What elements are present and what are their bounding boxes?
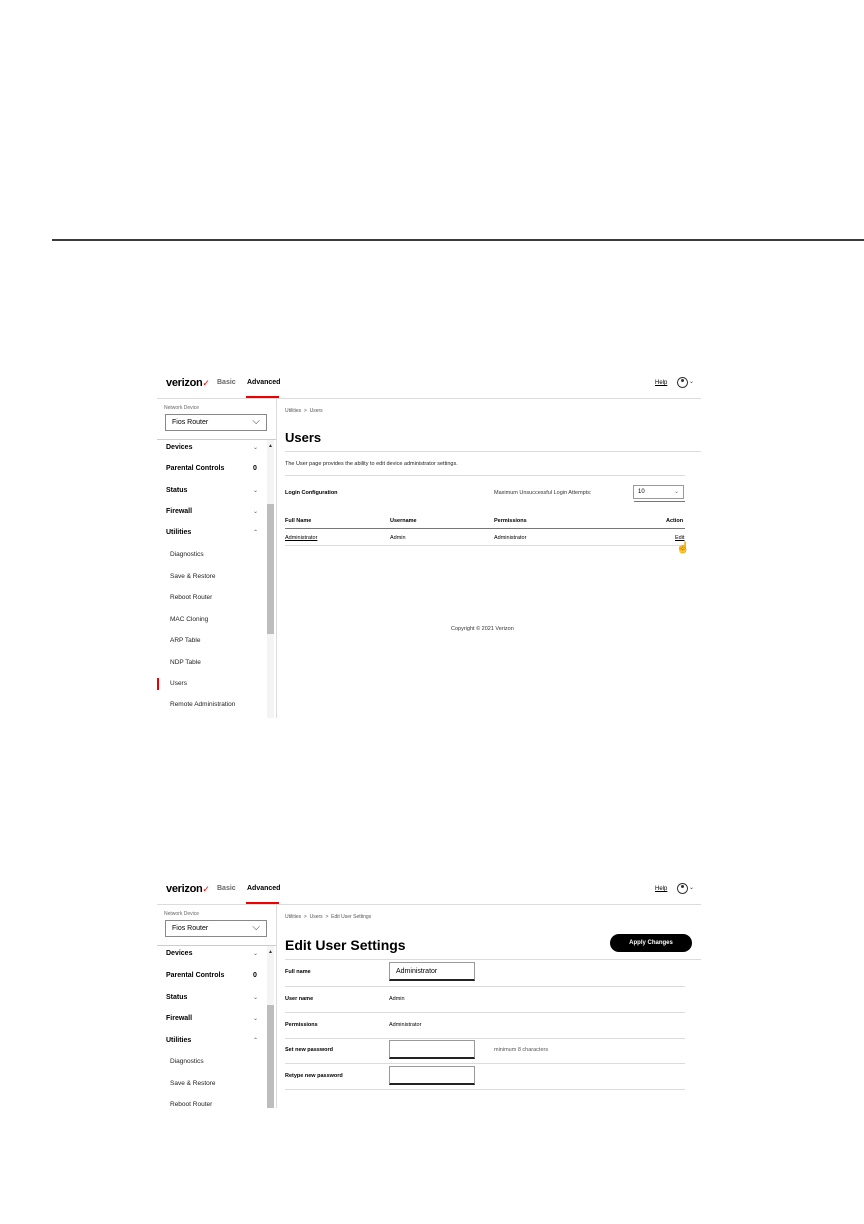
- title-divider: [285, 451, 701, 452]
- sidebar-item-reboot-router[interactable]: Reboot Router: [170, 594, 213, 601]
- row-full-name-link[interactable]: Administrator: [285, 535, 318, 541]
- scroll-up-arrow-icon[interactable]: ▲: [268, 949, 273, 955]
- table-header-divider: [285, 528, 685, 529]
- tab-advanced[interactable]: Advanced: [247, 885, 281, 892]
- tab-basic[interactable]: Basic: [217, 379, 236, 386]
- network-device-label: Network Device: [164, 911, 200, 917]
- network-device-select[interactable]: [165, 414, 267, 431]
- chevron-up-icon: ⌃: [253, 1038, 259, 1044]
- sidebar-item-devices[interactable]: Devices: [166, 444, 193, 451]
- sidebar-scrollbar-thumb[interactable]: [267, 1005, 274, 1108]
- sidebar-item-mac-cloning[interactable]: MAC Cloning: [170, 616, 209, 623]
- apply-changes-button[interactable]: Apply Changes: [610, 934, 692, 952]
- sidebar-item-ndp-table[interactable]: NDP Table: [170, 659, 201, 666]
- top-nav: [157, 874, 701, 905]
- sidebar-item-reboot-router[interactable]: Reboot Router: [170, 1101, 213, 1108]
- login-configuration-label: Login Configuration: [285, 490, 338, 496]
- user-account-icon[interactable]: [677, 883, 688, 894]
- sidebar: [157, 399, 277, 718]
- parental-controls-count: 0: [253, 972, 257, 979]
- network-device-label: Network Device: [164, 405, 200, 411]
- help-link[interactable]: Help: [655, 886, 668, 892]
- row-divider: [285, 986, 685, 987]
- breadcrumb-separator-icon: >: [324, 914, 330, 920]
- sidebar-item-save-restore[interactable]: Save & Restore: [170, 573, 216, 580]
- column-header-action: Action: [666, 518, 684, 524]
- row-divider: [285, 1038, 685, 1039]
- sidebar-item-parental-controls[interactable]: Parental Controls: [166, 465, 225, 472]
- set-new-password-input[interactable]: [389, 1040, 475, 1059]
- edit-link[interactable]: Edit: [675, 535, 685, 541]
- breadcrumb-edit-user-settings: Edit User Settings: [331, 914, 372, 920]
- help-link[interactable]: Help: [655, 380, 668, 386]
- max-attempts-value: 10: [638, 489, 645, 495]
- chevron-down-icon: ⌄: [253, 488, 259, 494]
- network-device-value: Fios Router: [172, 419, 209, 426]
- sidebar-divider: [157, 945, 276, 946]
- sidebar-scrollbar-thumb[interactable]: [267, 504, 274, 634]
- sidebar-item-firewall[interactable]: Firewall: [166, 508, 193, 515]
- column-header-permissions: Permissions: [494, 518, 527, 524]
- verizon-logo: verizon✓: [166, 883, 210, 895]
- active-tab-indicator: [246, 902, 279, 904]
- breadcrumb-users[interactable]: Users: [309, 914, 323, 920]
- user-name-label: User name: [285, 996, 314, 1002]
- title-divider: [285, 959, 701, 960]
- active-item-indicator: [157, 678, 159, 690]
- permissions-label: Permissions: [285, 1022, 318, 1028]
- sidebar-item-users[interactable]: Users: [170, 680, 187, 687]
- sidebar-item-status[interactable]: Status: [166, 487, 188, 494]
- breadcrumb-users: Users: [309, 408, 323, 414]
- main-content: [285, 905, 701, 1108]
- sidebar-item-diagnostics[interactable]: Diagnostics: [170, 551, 204, 558]
- breadcrumb-utilities[interactable]: Utilities: [285, 914, 302, 920]
- section-divider: [285, 475, 685, 476]
- active-tab-indicator: [246, 396, 279, 398]
- tab-basic[interactable]: Basic: [217, 885, 236, 892]
- chevron-down-icon: ⌄: [253, 995, 259, 1001]
- page-title: Edit User Settings: [285, 937, 406, 953]
- sidebar-item-status[interactable]: Status: [166, 994, 188, 1001]
- retype-new-password-label: Retype new password: [285, 1073, 343, 1079]
- tab-advanced[interactable]: Advanced: [247, 379, 281, 386]
- breadcrumb-separator-icon: >: [302, 408, 309, 414]
- page-title: Users: [285, 430, 322, 445]
- full-name-value: Administrator: [396, 968, 438, 975]
- chevron-down-icon: ⌄: [253, 951, 259, 957]
- set-new-password-label: Set new password: [285, 1047, 333, 1053]
- sidebar-item-utilities[interactable]: Utilities: [166, 1037, 192, 1044]
- verizon-check-icon: ✓: [202, 378, 210, 388]
- parental-controls-count: 0: [253, 465, 257, 472]
- hand-pointer-icon: ☝: [676, 542, 690, 554]
- sidebar-item-firewall[interactable]: Firewall: [166, 1015, 193, 1022]
- chevron-down-icon[interactable]: ⌄: [689, 379, 695, 385]
- page-divider: [52, 239, 864, 241]
- password-hint: minimum 8 characters: [494, 1047, 549, 1053]
- sidebar-divider: [157, 439, 276, 440]
- row-divider: [285, 1089, 685, 1090]
- sidebar-item-devices[interactable]: Devices: [166, 950, 193, 957]
- page-description: The User page provides the ability to edit device administrator settings.: [285, 461, 458, 467]
- network-device-select[interactable]: [165, 920, 267, 937]
- full-name-input[interactable]: [389, 962, 475, 981]
- chevron-down-icon: ⌄: [253, 445, 259, 451]
- user-name-value: Admin: [389, 996, 405, 1002]
- sidebar-item-save-restore[interactable]: Save & Restore: [170, 1080, 216, 1087]
- edit-user-settings-screenshot: [157, 874, 701, 1108]
- max-attempts-label: Maximum Unsuccessful Login Attempts:: [494, 490, 592, 496]
- user-account-icon[interactable]: [677, 377, 688, 388]
- sidebar-item-utilities[interactable]: Utilities: [166, 529, 192, 536]
- main-content: [285, 399, 701, 718]
- row-divider: [285, 1063, 685, 1064]
- row-permissions: Administrator: [494, 535, 527, 541]
- footer-copyright: Copyright © 2021 Verizon: [451, 626, 514, 632]
- breadcrumb: [285, 914, 371, 920]
- chevron-down-icon: ⌵: [252, 922, 260, 933]
- breadcrumb: [285, 408, 323, 414]
- chevron-up-icon: ⌃: [253, 530, 259, 536]
- sidebar-item-remote-administration[interactable]: Remote Administration: [170, 701, 236, 708]
- network-device-value: Fios Router: [172, 925, 209, 932]
- column-header-username: Username: [390, 518, 417, 524]
- verizon-check-icon: ✓: [202, 884, 210, 894]
- max-attempts-select[interactable]: [633, 485, 684, 499]
- chevron-down-icon: ⌄: [253, 509, 259, 515]
- sidebar-item-diagnostics[interactable]: Diagnostics: [170, 1058, 204, 1065]
- chevron-down-icon: ⌄: [253, 1016, 259, 1022]
- row-username: Admin: [390, 535, 406, 541]
- verizon-logo: verizon✓: [166, 377, 210, 389]
- breadcrumb-utilities[interactable]: Utilities: [285, 408, 302, 414]
- top-nav: [157, 368, 701, 399]
- sidebar-item-arp-table[interactable]: ARP Table: [170, 637, 201, 644]
- column-header-full-name: Full Name: [285, 518, 312, 524]
- retype-new-password-input[interactable]: [389, 1066, 475, 1085]
- permissions-value: Administrator: [389, 1022, 422, 1028]
- chevron-down-icon: ⌄: [673, 489, 679, 495]
- select-underline: [634, 501, 685, 502]
- chevron-down-icon: ⌵: [252, 416, 260, 427]
- scroll-up-arrow-icon[interactable]: ▲: [268, 443, 273, 449]
- sidebar: [157, 905, 277, 1108]
- sidebar-item-parental-controls[interactable]: Parental Controls: [166, 972, 225, 979]
- row-divider: [285, 545, 685, 546]
- row-divider: [285, 1012, 685, 1013]
- chevron-down-icon[interactable]: ⌄: [689, 885, 695, 891]
- users-page-screenshot: [157, 368, 701, 718]
- full-name-label: Full name: [285, 969, 311, 975]
- breadcrumb-separator-icon: >: [302, 914, 309, 920]
